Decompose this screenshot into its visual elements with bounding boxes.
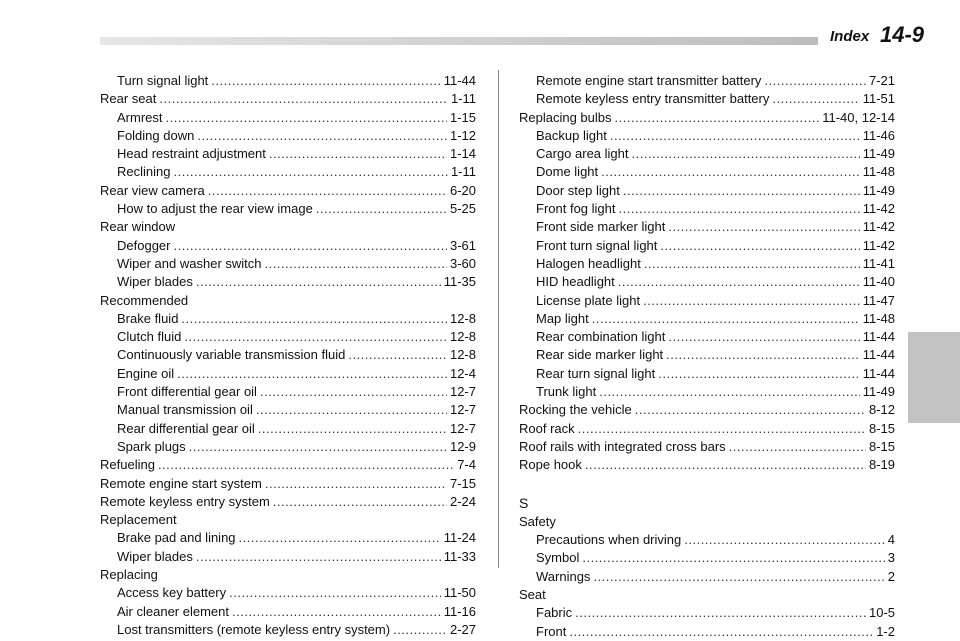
index-entry [519, 513, 895, 531]
dot-leader [197, 127, 447, 145]
index-subentry [519, 292, 895, 310]
dot-leader [578, 420, 866, 438]
entry-text: Replacing [100, 567, 158, 583]
dot-leader [181, 310, 447, 328]
index-subentry [519, 127, 895, 145]
entry-page-ref: 11-49 [862, 384, 895, 400]
dot-leader [177, 365, 447, 383]
entry-text: Wiper blades [117, 274, 193, 290]
entry-text: Lost transmitters (remote keyless entry system) [117, 621, 391, 637]
dot-leader [632, 145, 860, 163]
index-subentry [519, 163, 895, 181]
entry-page-ref: 3 [887, 550, 895, 566]
index-subentry [100, 127, 476, 145]
entry-text: License plate light [536, 292, 641, 308]
entry-page-ref: 11-51 [862, 91, 895, 107]
entry-text: Refueling [100, 457, 155, 473]
index-subentry [100, 328, 476, 346]
entry-page-ref: 1-11 [450, 91, 476, 107]
dot-leader [196, 273, 441, 291]
entry-page-ref: 2-27 [449, 621, 476, 637]
entry-page-ref: 11-50 [443, 585, 476, 601]
chapter-tab [908, 332, 960, 423]
entry-text: Trunk light [536, 384, 597, 400]
entry-text: Rear turn signal light [536, 365, 656, 381]
entry-page-ref: 6-20 [449, 182, 476, 198]
entry-page-ref: 11-40, 12-14 [822, 109, 895, 125]
entry-page-ref: 12-4 [449, 365, 476, 381]
index-subentry [100, 548, 476, 566]
entry-text: Brake fluid [117, 310, 179, 326]
dot-leader [585, 456, 866, 474]
entry-page-ref: 11-44 [443, 73, 476, 88]
entry-text: Warnings [536, 568, 591, 584]
entry-page-ref: 7-4 [457, 457, 476, 473]
entry-page-ref: 1-2 [876, 623, 895, 639]
index-subentry [519, 604, 895, 622]
column-divider [498, 70, 499, 568]
dot-leader [592, 310, 860, 328]
entry-text: Roof rails with integrated cross bars [519, 438, 726, 454]
entry-page-ref: 7-21 [868, 73, 895, 88]
entry-text: Front differential gear oil [117, 384, 257, 400]
entry-text: Front side marker light [536, 219, 666, 235]
index-subentry [100, 163, 476, 181]
dot-leader [316, 200, 447, 218]
entry-text: Front [536, 623, 567, 639]
index-subentry [519, 346, 895, 364]
entry-text: Dome light [536, 164, 599, 180]
entry-page-ref: 2 [887, 568, 895, 584]
index-subentry [100, 584, 476, 602]
entry-text: Safety [519, 513, 556, 529]
entry-page-ref: 10-5 [868, 605, 895, 621]
entry-text: Defogger [117, 237, 171, 253]
entry-text: How to adjust the rear view image [117, 201, 313, 217]
entry-page-ref: 11-16 [443, 603, 476, 619]
entry-text: Head restraint adjustment [117, 146, 266, 162]
index-subentry [519, 365, 895, 383]
dot-leader [269, 145, 447, 163]
index-subentry [519, 273, 895, 291]
dot-leader [601, 163, 860, 181]
entry-page-ref: 8-15 [868, 438, 895, 454]
entry-page-ref: 8-19 [868, 457, 895, 473]
entry-text: Rear view camera [100, 182, 205, 198]
index-subentry [100, 237, 476, 255]
entry-page-ref: 4 [887, 532, 895, 548]
entry-text: Rocking the vehicle [519, 402, 632, 418]
entry-text: Clutch fluid [117, 329, 182, 345]
entry-page-ref: 12-7 [449, 420, 476, 436]
dot-leader [599, 383, 859, 401]
entry-text: Rear side marker light [536, 347, 664, 363]
index-column-right [519, 72, 895, 641]
entry-text: Replacement [100, 512, 177, 528]
dot-leader [582, 549, 884, 567]
entry-text: Remote engine start system [100, 475, 262, 491]
entry-page-ref: 1-11 [450, 164, 476, 180]
entry-text: Seat [519, 587, 546, 603]
dot-leader [348, 346, 447, 364]
dot-leader [189, 438, 447, 456]
dot-leader [260, 383, 447, 401]
entry-page-ref: 12-9 [449, 438, 476, 454]
index-subentry [519, 568, 895, 586]
entry-text: Manual transmission oil [117, 402, 253, 418]
index-entry [100, 493, 476, 511]
dot-leader [159, 90, 448, 108]
index-subentry [100, 438, 476, 456]
dot-leader [772, 90, 859, 108]
entry-page-ref: 11-35 [443, 274, 476, 290]
index-subentry [100, 72, 476, 90]
index-subentry [100, 273, 476, 291]
index-subentry [519, 200, 895, 218]
index-subentry [519, 237, 895, 255]
entry-text: Recommended [100, 292, 189, 308]
letter-text: S [519, 494, 529, 511]
dot-leader [668, 328, 859, 346]
entry-text: Rear seat [100, 91, 157, 107]
entry-page-ref: 5-25 [449, 201, 476, 217]
entry-text: Remote keyless entry system [100, 493, 270, 509]
dot-leader [393, 621, 447, 639]
entry-page-ref: 11-41 [862, 255, 895, 271]
entry-text: Rear combination light [536, 329, 666, 345]
index-entry [100, 182, 476, 200]
entry-page-ref: 11-44 [862, 365, 895, 381]
entry-text: Engine oil [117, 365, 175, 381]
entry-text: Turn signal light [117, 73, 209, 88]
entry-text: Remote keyless entry transmitter battery [536, 91, 770, 107]
index-subentry [519, 549, 895, 567]
dot-leader [184, 328, 447, 346]
index-entry [100, 218, 476, 236]
index-entry [100, 511, 476, 529]
index-entry [519, 586, 895, 604]
entry-page-ref: 1-12 [449, 127, 476, 143]
header-rule [100, 37, 818, 45]
index-subentry [100, 603, 476, 621]
dot-leader [229, 584, 441, 602]
index-entry [100, 90, 476, 108]
entry-page-ref: 3-60 [449, 255, 476, 271]
entry-text: Rear differential gear oil [117, 420, 255, 436]
entry-page-ref: 11-46 [862, 127, 895, 143]
index-subentry [100, 420, 476, 438]
entry-page-ref: 11-42 [862, 201, 895, 217]
entry-page-ref: 11-48 [862, 310, 895, 326]
index-subentry [100, 621, 476, 639]
entry-page-ref: 1-14 [449, 146, 476, 162]
entry-text: Access key battery [117, 585, 227, 601]
index-subentry [519, 218, 895, 236]
dot-leader [256, 401, 447, 419]
index-subentry [519, 310, 895, 328]
dot-leader [569, 623, 873, 641]
entry-page-ref: 11-49 [862, 146, 895, 162]
dot-leader [635, 401, 866, 419]
dot-leader [575, 604, 866, 622]
index-subentry [519, 255, 895, 273]
index-subentry [100, 401, 476, 419]
entry-page-ref: 12-8 [449, 347, 476, 363]
index-entry [100, 292, 476, 310]
entry-page-ref: 11-42 [862, 219, 895, 235]
entry-text: Folding down [117, 127, 195, 143]
index-entry [519, 109, 895, 127]
index-entry [519, 401, 895, 419]
index-subentry [100, 529, 476, 547]
entry-page-ref: 3-61 [449, 237, 476, 253]
entry-text: Front fog light [536, 201, 616, 217]
entry-page-ref: 1-15 [449, 109, 476, 125]
index-subentry [100, 365, 476, 383]
dot-leader [615, 109, 820, 127]
dot-leader [196, 548, 441, 566]
dot-leader [173, 163, 447, 181]
dot-leader [619, 200, 860, 218]
index-subentry [519, 623, 895, 641]
page-number: 14-9 [880, 22, 925, 47]
entry-page-ref: 11-24 [443, 530, 476, 546]
index-subentry [100, 145, 476, 163]
entry-page-ref: 12-7 [449, 384, 476, 400]
dot-leader [643, 292, 860, 310]
index-letter-heading [519, 493, 895, 513]
entry-text: Replacing bulbs [519, 109, 612, 125]
entry-text: Rope hook [519, 457, 582, 473]
index-entry [519, 438, 895, 456]
dot-leader [173, 237, 446, 255]
index-entry [519, 420, 895, 438]
index-subentry [519, 328, 895, 346]
section-label: Index [830, 28, 870, 45]
dot-leader [208, 182, 447, 200]
dot-leader [166, 109, 447, 127]
entry-page-ref: 8-12 [868, 402, 895, 418]
entry-text: Halogen headlight [536, 255, 641, 271]
entry-text: Armrest [117, 109, 163, 125]
spacer [519, 475, 895, 493]
entry-text: Symbol [536, 550, 580, 566]
entry-text: Rear window [100, 219, 176, 235]
dot-leader [684, 531, 885, 549]
index-column-left [100, 72, 476, 639]
index-subentry [100, 383, 476, 401]
entry-page-ref: 7-15 [449, 475, 476, 491]
dot-leader [644, 255, 860, 273]
index-entry [519, 456, 895, 474]
index-subentry [100, 109, 476, 127]
dot-leader [239, 529, 441, 547]
index-subentry [519, 182, 895, 200]
index-subentry [519, 145, 895, 163]
index-subentry [519, 531, 895, 549]
entry-text: Map light [536, 310, 589, 326]
index-subentry [100, 310, 476, 328]
entry-page-ref: 12-7 [449, 402, 476, 418]
entry-text: Door step light [536, 182, 620, 198]
entry-text: Wiper and washer switch [117, 255, 262, 271]
dot-leader [658, 365, 859, 383]
entry-page-ref: 11-42 [862, 237, 895, 253]
entry-page-ref: 11-47 [862, 292, 895, 308]
index-subentry [519, 72, 895, 90]
entry-text: Spark plugs [117, 438, 186, 454]
entry-text: Fabric [536, 605, 573, 621]
entry-text: Air cleaner element [117, 603, 229, 619]
entry-page-ref: 11-48 [862, 164, 895, 180]
dot-leader [232, 603, 441, 621]
index-subentry [519, 383, 895, 401]
entry-text: HID headlight [536, 274, 615, 290]
entry-page-ref: 11-49 [862, 182, 895, 198]
dot-leader [273, 493, 447, 511]
dot-leader [623, 182, 860, 200]
dot-leader [660, 237, 859, 255]
dot-leader [158, 456, 454, 474]
entry-text: Backup light [536, 127, 607, 143]
dot-leader [211, 72, 440, 90]
entry-text: Precautions when driving [536, 532, 682, 548]
entry-page-ref: 11-40 [862, 274, 895, 290]
entry-page-ref: 11-33 [443, 548, 476, 564]
entry-page-ref: 11-44 [862, 329, 895, 345]
dot-leader [729, 438, 866, 456]
index-subentry [100, 255, 476, 273]
dot-leader [258, 420, 447, 438]
entry-page-ref: 12-8 [449, 329, 476, 345]
index-subentry [100, 346, 476, 364]
entry-text: Cargo area light [536, 146, 629, 162]
index-entry [100, 475, 476, 493]
entry-page-ref: 11-44 [862, 347, 895, 363]
dot-leader [265, 255, 447, 273]
entry-text: Reclining [117, 164, 171, 180]
entry-text: Wiper blades [117, 548, 193, 564]
index-subentry [100, 200, 476, 218]
index-subentry [519, 90, 895, 108]
entry-text: Brake pad and lining [117, 530, 236, 546]
dot-leader [593, 568, 884, 586]
dot-leader [265, 475, 447, 493]
entry-text: Continuously variable transmission fluid [117, 347, 346, 363]
dot-leader [610, 127, 860, 145]
dot-leader [668, 218, 859, 236]
entry-page-ref: 12-8 [449, 310, 476, 326]
entry-text: Remote engine start transmitter battery [536, 73, 762, 88]
entry-page-ref: 2-24 [449, 493, 476, 509]
entry-text: Roof rack [519, 420, 575, 436]
entry-text: Front turn signal light [536, 237, 658, 253]
index-entry [100, 456, 476, 474]
dot-leader [618, 273, 860, 291]
dot-leader [764, 72, 866, 90]
index-entry [100, 566, 476, 584]
entry-page-ref: 8-15 [868, 420, 895, 436]
dot-leader [666, 346, 860, 364]
